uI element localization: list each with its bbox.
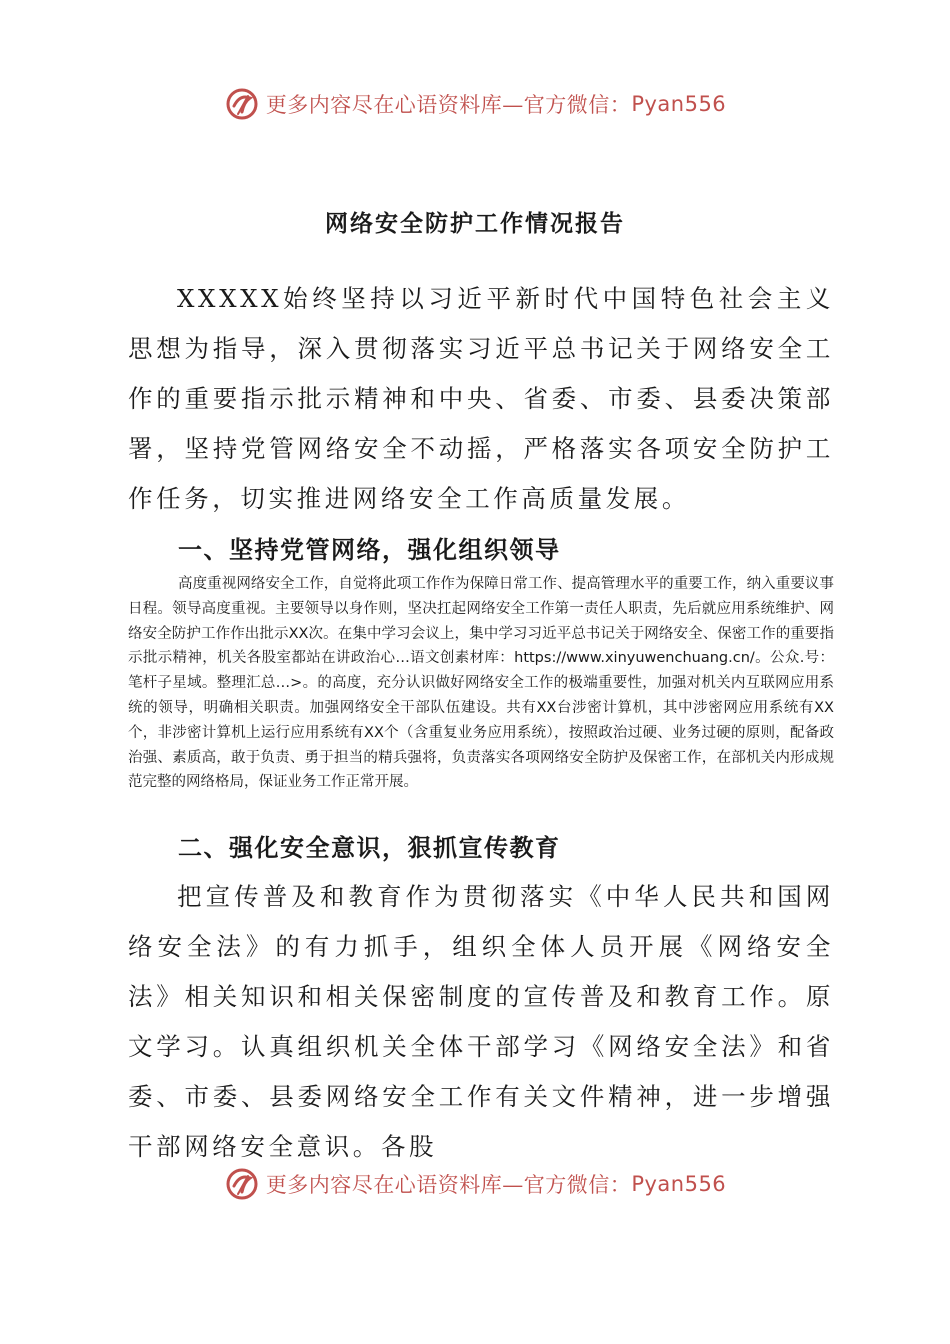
pen-swirl-logo-icon [224,1166,260,1202]
section-1-body: 高度重视网络安全工作，自觉将此项工作作为保障日常工作、提高管理水平的重要工作，纳入重要议事日程。领导高度重视。主要领导以身作则，坚决扛起网络安全工作第一责任人职责，先后就应用系统维护、网络安全防护工作作出批示XX次。在集中学习会议上，集中学习习近平总书记关于网络安全、保密工作的重要指示批示精神，机关各股室都站在讲政治心…语文创素材库：https://www.xinyuwenchuang.cn/。公众.号：笔杆子星域。整理汇总…>。的高度，充分认识做好网络安全工作的极端重要性，加强对机关内互联网应用系统的领导，明确相关职责。加强网络安全干部队伍建设。共有XX台涉密计算机，其中涉密网应用系统有XX个，非涉密计算机上运行应用系统有XX个（含重复业务应用系统），按照政治过硬、业务过硬的原则，配备政治强、素质高，敢于负责、勇于担当的精兵强将，负责落实各项网络安全防护及保密工作，在部机关内形成规范完整的网络格局，保证业务工作正常开展。 [128,576,834,791]
intro-paragraph: XXXXX始终坚持以习近平新时代中国特色社会主义思想为指导，深入贯彻落实习近平总书记关于网络安全工作的重要指示批示精神和中央、省委、市委、县委决策部署，坚持党管网络安全不动摇，严格落实各项安全防护工作任务，切实推进网络安全工作高质量发展。 [128,284,834,513]
section-2-body: 把宣传普及和教育作为贯彻落实《中华人民共和国网络安全法》的有力抓手，组织全体人员开展《网络安全法》相关知识和相关保密制度的宣传普及和教育工作。原文学习。认真组织机关全体干部学习《网络安全法》和省委、市委、县委网络安全工作有关文件精神，进一步增强干部网络安全意识。各股 [128,882,834,1161]
footer-banner [0,1164,950,1204]
section-2-heading: 二、强化安全意识，狠抓宣传教育 [178,834,561,862]
banner-text: 更多内容尽在心语资料库—官方微信： [265,93,632,117]
pen-swirl-logo-icon [224,86,260,122]
header-banner [0,84,950,124]
banner-wechat-id: Pyan556 [631,1172,727,1196]
document-title: 网络安全防护工作情况报告 [325,211,625,237]
banner-wechat-id: Pyan556 [631,92,727,116]
section-1-heading: 一、坚持党管网络，强化组织领导 [178,536,561,564]
banner-text: 更多内容尽在心语资料库—官方微信： [265,1173,632,1197]
